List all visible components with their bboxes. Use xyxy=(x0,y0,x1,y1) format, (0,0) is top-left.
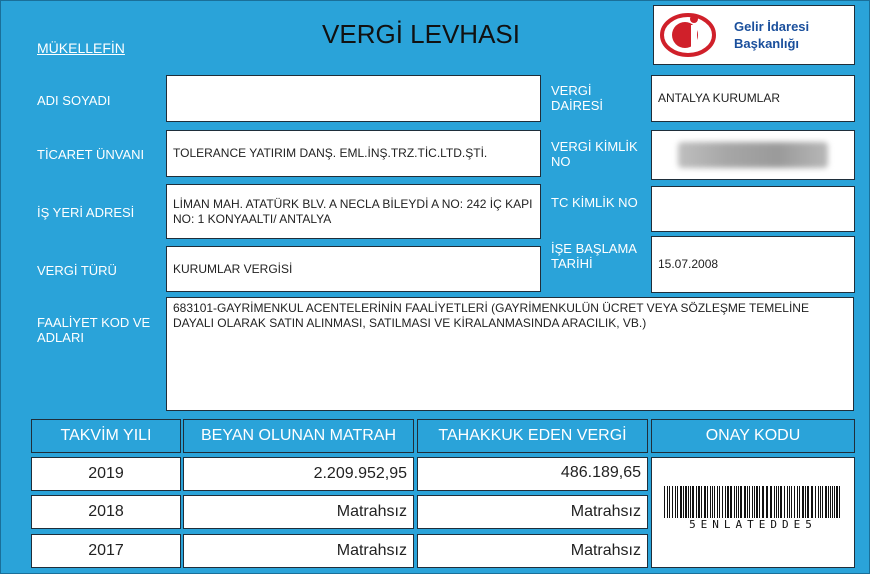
adi-soyadi-label: ADI SOYADI xyxy=(37,93,111,108)
table-cell-vergi: Matrahsız xyxy=(417,534,648,568)
ise-baslama-field: 15.07.2008 xyxy=(651,236,855,293)
vergi-kimlik-no-field xyxy=(651,130,855,180)
table-cell-year: 2018 xyxy=(31,495,181,529)
table-cell-year: 2017 xyxy=(31,534,181,568)
vergi-dairesi-label: VERGİ DAİRESİ xyxy=(551,83,604,113)
taxpayer-heading: MÜKELLEFİN xyxy=(37,40,125,56)
gib-logo xyxy=(653,5,855,65)
is-yeri-adresi-label: İŞ YERİ ADRESİ xyxy=(37,205,135,220)
header-beyan-matrah: BEYAN OLUNAN MATRAH xyxy=(183,419,414,453)
faaliyet-label: FAALİYET KOD VE ADLARI xyxy=(37,315,151,345)
vergi-turu-label: VERGİ TÜRÜ xyxy=(37,263,117,278)
approval-code: 5ENLATEDDE5 xyxy=(689,518,817,531)
table-cell-vergi: 486.189,65 xyxy=(417,457,648,491)
table-cell-matrah: Matrahsız xyxy=(183,534,414,568)
faaliyet-field: 683101-GAYRİMENKUL ACENTELERİNİN FAALİYETLERİ (GAYRİMENKULÜN ÜCRET VEYA SÖZLEŞME TEMELİNE DAYALI OLARAK SATIN ALINMASI, SATILMASI VE KİRALANMASINDA ARACILIK, VB.) xyxy=(166,297,854,411)
table-cell-vergi: Matrahsız xyxy=(417,495,648,529)
logo-line-1: Gelir İdaresi xyxy=(734,19,810,34)
tc-kimlik-no-label: TC KİMLİK NO xyxy=(551,195,638,210)
header-takvim-yili: TAKVİM YILI xyxy=(31,419,181,453)
table-cell-matrah: 2.209.952,95 xyxy=(183,457,414,491)
approval-code-box xyxy=(651,457,855,568)
is-yeri-adresi-field: LİMAN MAH. ATATÜRK BLV. A NECLA BİLEYDİ A NO: 242 İÇ KAPI NO: 1 KONYAALTI/ ANTALYA xyxy=(166,184,541,239)
page-title: VERGİ LEVHASI xyxy=(322,19,520,49)
table-cell-matrah: Matrahsız xyxy=(183,495,414,529)
vergi-turu-field: KURUMLAR VERGİSİ xyxy=(166,246,541,292)
barcode-icon xyxy=(664,486,842,518)
logo-line-2: Başkanlığı xyxy=(734,36,800,51)
ise-baslama-label: İŞE BAŞLAMA TARİHİ xyxy=(551,241,637,271)
header-onay-kodu: ONAY KODU xyxy=(651,419,855,453)
ticaret-unvani-field: TOLERANCE YATIRIM DANŞ. EML.İNŞ.TRZ.TİC.LTD.ŞTİ. xyxy=(166,130,541,177)
adi-soyadi-field xyxy=(166,75,541,122)
redacted-tax-id xyxy=(678,142,828,168)
header-tahakkuk-vergi: TAHAKKUK EDEN VERGİ xyxy=(417,419,648,453)
table-cell-year: 2019 xyxy=(31,457,181,491)
vergi-kimlik-no-label: VERGİ KİMLİK NO xyxy=(551,139,638,169)
gib-logo-icon xyxy=(658,9,718,61)
tc-kimlik-no-field xyxy=(651,186,855,232)
ticaret-unvani-label: TİCARET ÜNVANI xyxy=(37,147,145,162)
vergi-dairesi-field: ANTALYA KURUMLAR xyxy=(651,75,855,122)
